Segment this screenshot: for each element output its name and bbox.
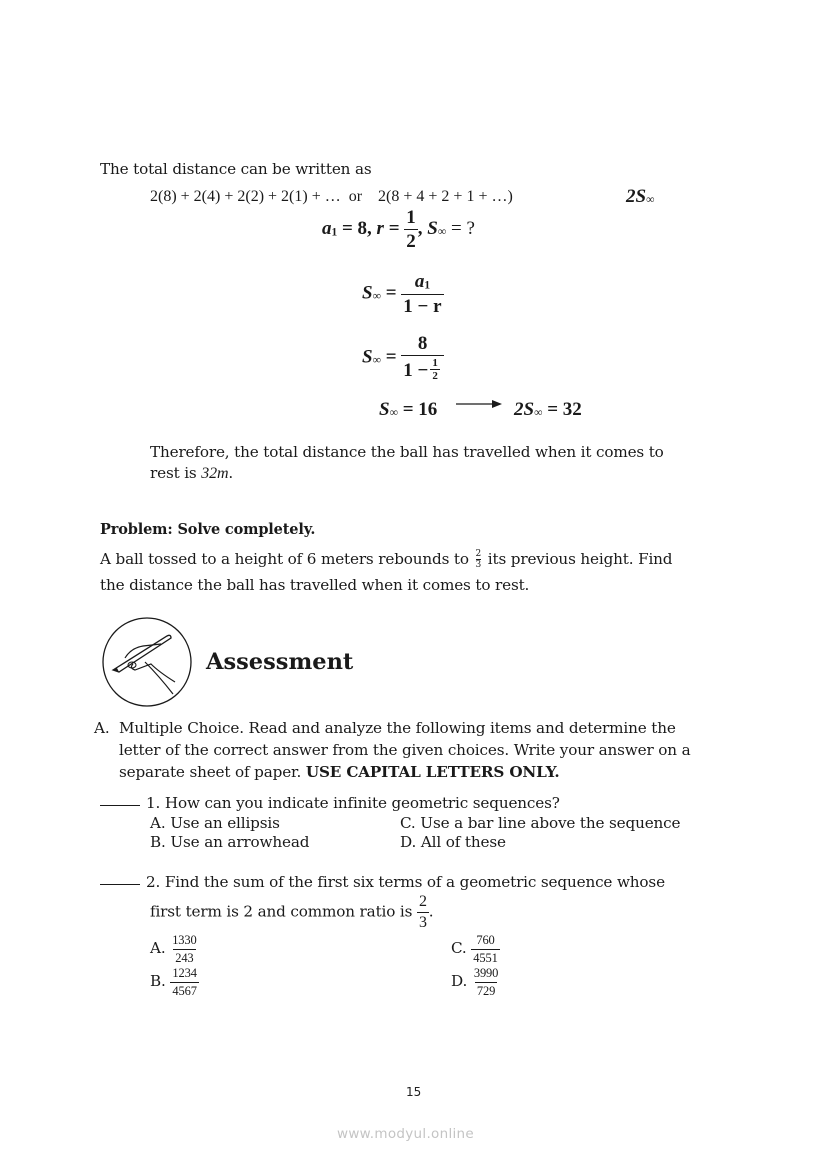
problem-suffix: its previous height. Find <box>483 550 673 568</box>
q1-choice-b-text: Use an arrowhead <box>170 833 310 851</box>
question-1-text: How can you indicate infinite geometric sequences? <box>164 794 560 812</box>
distance-expression <box>150 188 513 206</box>
question-2-text: Find the sum of the first six terms of a geometric sequence whose <box>164 873 665 891</box>
final-value: = 32 <box>542 399 582 420</box>
q2-choice-c-letter: C. <box>451 939 467 957</box>
q1-choice-c-text: Use a bar line above the sequence <box>420 814 681 832</box>
res-lhs: S <box>379 399 390 420</box>
q1-choice-d <box>400 833 506 851</box>
section-a-bold: USE CAPITAL LETTERS ONLY. <box>305 763 560 781</box>
conclusion-value: 32m <box>201 465 229 482</box>
formula-lhs: S <box>362 282 373 304</box>
q2-choice-a-fraction <box>170 934 198 964</box>
q2-ratio-num: 2 <box>418 893 427 910</box>
a1-sub: 1 <box>331 226 338 239</box>
result-label: 2S <box>626 186 647 207</box>
r-label: r <box>376 217 384 239</box>
q1-choice-c-letter: C. <box>400 814 416 832</box>
q1-choice-d-text: All of these <box>420 833 506 851</box>
a1-value: = 8, <box>337 217 377 239</box>
sub-num: 8 <box>417 333 428 354</box>
section-a-line-2: letter of the correct answer from the given choices. Write your answer on a <box>119 741 691 759</box>
section-a-letter: A. <box>94 719 110 737</box>
sub-lhs-sub: ∞ <box>372 353 381 367</box>
q2-c-den: 4551 <box>473 950 498 965</box>
answer-blank-1[interactable] <box>100 805 140 806</box>
q2-d-num: 3990 <box>473 966 499 980</box>
sub-eq: = <box>380 346 402 368</box>
formula-num: a <box>414 271 425 292</box>
formula-den: 1 − r <box>403 296 442 318</box>
q2-choice-b-fraction <box>170 967 198 997</box>
problem-frac-num: 2 <box>475 549 482 559</box>
q2-choice-d-fraction <box>472 967 500 997</box>
question-2-line-2: first term is 2 and common ratio is $\frac{2}{3}$ . <box>150 893 434 931</box>
formula-lhs-sub: ∞ <box>372 289 381 303</box>
q2-b-den: 4567 <box>172 983 197 998</box>
r-eq: = <box>383 217 405 239</box>
problem-prefix: A ball tossed to a height of 6 meters rebounds to <box>100 550 474 568</box>
question-2-text2: first term is 2 and common ratio is <box>150 902 417 921</box>
question-2 <box>100 873 665 891</box>
problem-line-1 <box>100 550 672 570</box>
section-a-line-1: Multiple Choice. Read and analyze the following items and determine the <box>119 719 676 737</box>
writing-hand-icon <box>101 616 193 708</box>
s-label: S <box>427 217 438 239</box>
section-a-line-3 <box>119 763 560 781</box>
givens-line: a1 = 8, r = $\frac{1}{2}$ , S∞ = ? <box>322 207 475 252</box>
q1-choice-b-letter: B. <box>150 833 166 851</box>
sub-den-den: 2 <box>432 370 438 382</box>
q2-ratio-den: 3 <box>418 914 427 931</box>
q2-d-den: 729 <box>476 983 496 998</box>
final-sub: ∞ <box>534 406 543 420</box>
section-a-prefix: separate sheet of paper. <box>119 763 306 781</box>
formula-line <box>362 272 444 316</box>
formula-num-sub: 1 <box>424 279 431 292</box>
conclusion-line-2 <box>150 464 233 483</box>
formula-fraction <box>401 272 443 316</box>
page-number: 15 <box>406 1085 422 1099</box>
formula-eq: = <box>380 282 402 304</box>
result-line <box>379 399 437 421</box>
q2-choice-d-letter: D. <box>451 972 468 990</box>
q2-choice-a <box>150 934 199 964</box>
substitution-line <box>362 334 444 382</box>
assessment-title: Assessment <box>206 649 354 675</box>
q2-choice-d <box>451 967 500 997</box>
sub-fraction <box>401 334 444 382</box>
q1-choice-a <box>150 814 280 832</box>
question-2-number: 2. <box>146 873 161 891</box>
sub-den-fraction <box>430 358 440 382</box>
expression-left: 2(8) + 2(4) + 2(2) + 2(1) + … <box>150 188 345 205</box>
sub-lhs: S <box>362 346 373 368</box>
q2-a-num: 1330 <box>172 933 197 947</box>
res-lhs-sub: ∞ <box>389 406 398 420</box>
a1-label: a <box>322 217 332 239</box>
r-den: 2 <box>406 231 416 252</box>
q2-b-num: 1234 <box>172 966 197 980</box>
intro-text: The total distance can be written as <box>100 160 372 178</box>
r-num: 1 <box>406 207 416 228</box>
problem-line-2: the distance the ball has travelled when it comes to rest. <box>100 576 530 594</box>
problem-frac-den: 3 <box>475 560 482 570</box>
q1-choice-d-letter: D. <box>400 833 417 851</box>
problem-heading: Problem: Solve completely. <box>100 521 316 538</box>
expression-result <box>626 186 654 208</box>
result-sub: ∞ <box>646 193 655 207</box>
final-result <box>514 399 582 421</box>
conclusion-line-1: Therefore, the total distance the ball has travelled when it comes to <box>150 443 664 461</box>
q1-choice-a-text: Use an ellipsis <box>170 814 280 832</box>
q2-choice-c-fraction <box>471 934 499 964</box>
q2-choice-c <box>451 934 500 964</box>
q2-choice-b <box>150 967 199 997</box>
q1-choice-c <box>400 814 680 832</box>
q1-choice-b <box>150 833 309 851</box>
sub-den-num: 1 <box>432 357 438 369</box>
arrow-icon <box>456 398 502 410</box>
res-value: = 16 <box>397 399 438 420</box>
question-1 <box>100 794 560 812</box>
q1-choice-a-letter: A. <box>150 814 166 832</box>
expression-right: 2(8 + 4 + 2 + 1 + …) <box>378 188 513 205</box>
watermark: www.modyul.online <box>337 1126 475 1142</box>
question-1-number: 1. <box>146 794 161 812</box>
conclusion-prefix: rest is <box>150 464 202 482</box>
q2-choice-a-letter: A. <box>150 939 166 957</box>
q2-c-num: 760 <box>476 933 495 947</box>
answer-blank-2[interactable] <box>100 884 140 885</box>
sub-den-prefix: 1 − <box>403 359 429 381</box>
s-value: = ? <box>446 217 475 239</box>
q2-choice-b-letter: B. <box>150 972 166 990</box>
r-fraction <box>404 208 418 251</box>
final-lhs: 2S <box>514 399 535 420</box>
conclusion-suffix: . <box>228 464 234 482</box>
q2-a-den: 243 <box>175 950 194 965</box>
s-sub: ∞ <box>437 225 447 239</box>
problem-fraction <box>476 550 482 570</box>
expression-or: or <box>348 188 363 205</box>
q2-ratio-fraction <box>417 894 429 931</box>
